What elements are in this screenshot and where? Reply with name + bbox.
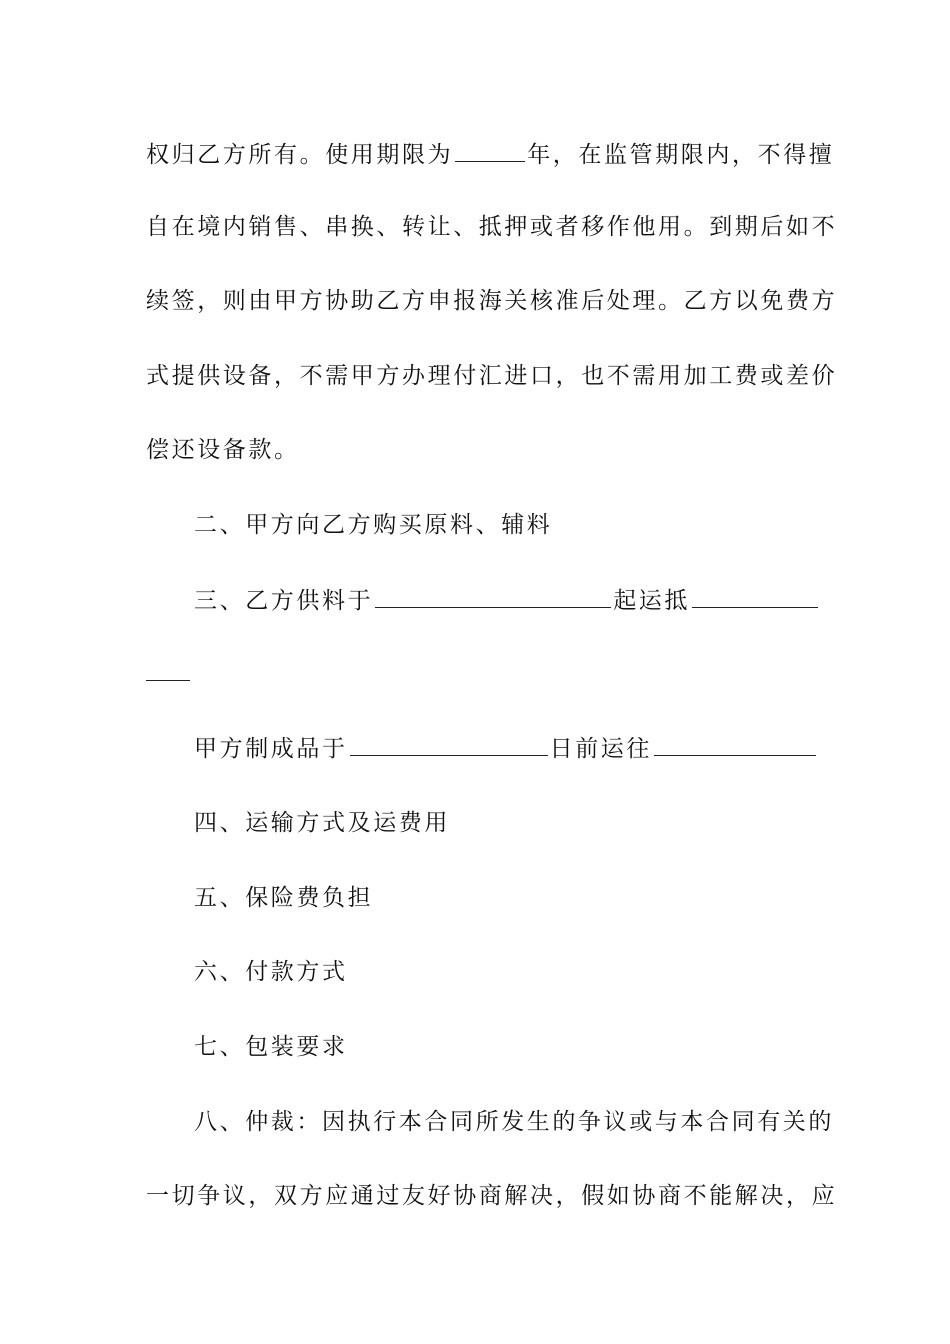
clause-3b xyxy=(194,733,854,764)
paragraph-line: 偿还设备款。 xyxy=(146,437,300,463)
text: 日前运往 xyxy=(549,736,653,762)
text: 年，在监管期限内，不得擅 xyxy=(527,142,835,168)
paragraph-line xyxy=(146,139,835,170)
clause-4: 四、运输方式及运费用 xyxy=(194,810,450,836)
clause-7: 七、包装要求 xyxy=(194,1034,348,1060)
text: 三、乙方供料于 xyxy=(194,588,374,614)
text: 权归乙方所有。使用期限为 xyxy=(146,142,454,168)
blank-field xyxy=(375,585,611,608)
clause-5: 五、保险费负担 xyxy=(194,885,374,911)
blank-field xyxy=(146,658,190,681)
clause-2: 二、甲方向乙方购买原料、辅料 xyxy=(194,512,553,538)
clause-6: 六、付款方式 xyxy=(194,959,348,985)
clause-8-line: 八、仲裁：因执行本合同所发生的争议或与本合同有关的 xyxy=(194,1109,834,1135)
clause-3-continuation xyxy=(146,658,806,689)
clause-3 xyxy=(194,585,854,616)
blank-field xyxy=(350,733,548,756)
text: 起运抵 xyxy=(613,588,691,614)
blank-field xyxy=(455,139,525,162)
paragraph-line: 式提供设备，不需甲方办理付汇进口，也不需用加工费或差价 xyxy=(146,363,838,389)
text: 甲方制成品于 xyxy=(194,736,348,762)
blank-field xyxy=(654,733,816,756)
clause-8-line: 一切争议，双方应通过友好协商解决，假如协商不能解决，应 xyxy=(146,1183,838,1209)
paragraph-line: 自在境内销售、串换、转让、抵押或者移作他用。到期后如不 xyxy=(146,214,838,240)
blank-field xyxy=(692,585,818,608)
paragraph-line: 续签，则由甲方协助乙方申报海关核准后处理。乙方以免费方 xyxy=(146,288,838,314)
